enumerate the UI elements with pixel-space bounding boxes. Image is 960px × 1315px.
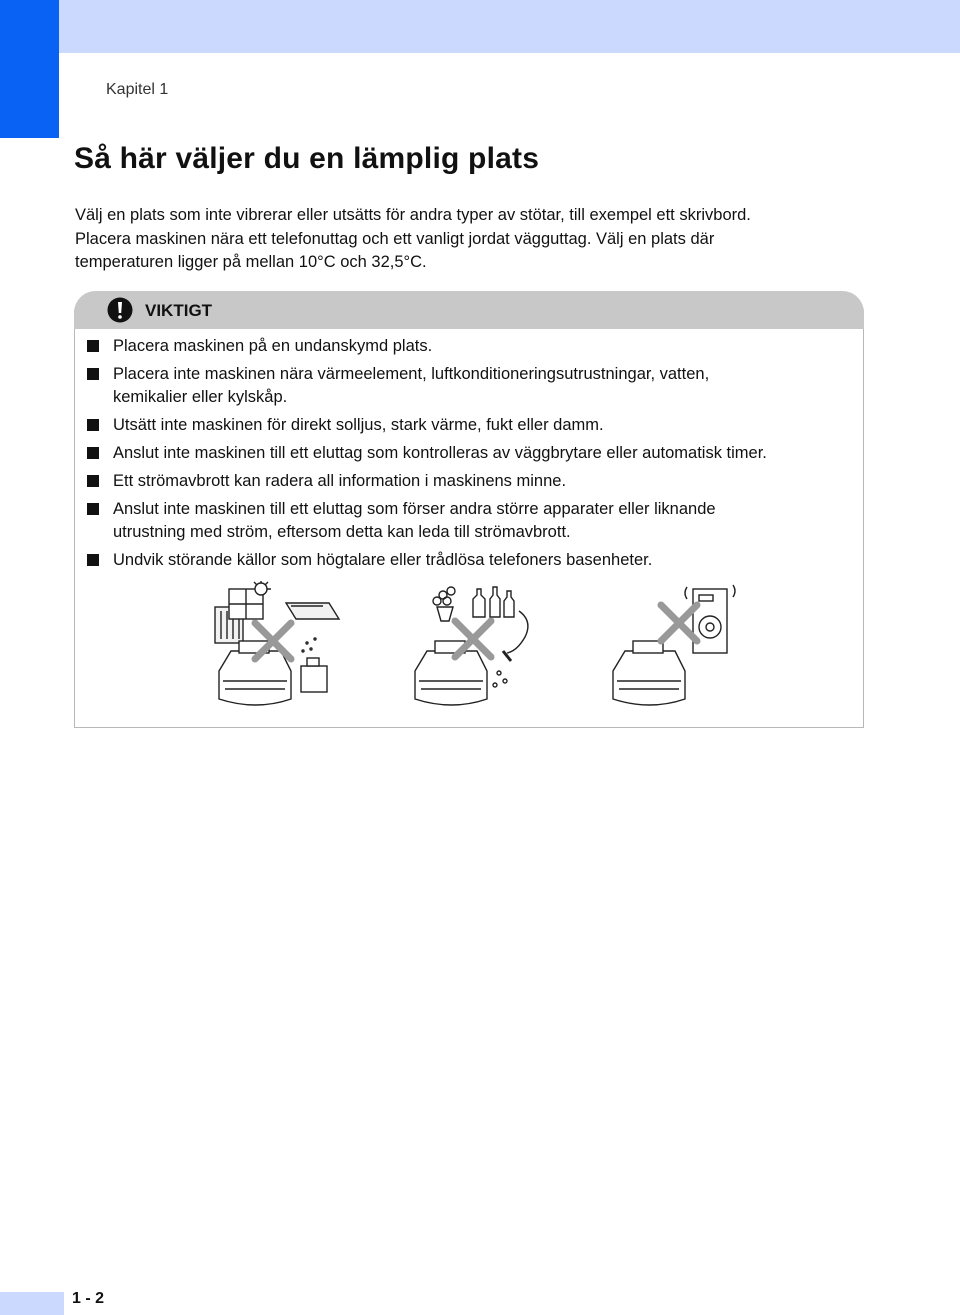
intro-paragraph [75, 204, 875, 275]
heat-sources-illustration [211, 581, 346, 721]
list-item: Anslut inte maskinen till ett eluttag som förser andra större apparater eller liknande utrustning med ström, eftersom detta kan leda till strömavbrott. [75, 498, 863, 544]
list-item: Placera maskinen på en undanskymd plats. [75, 335, 863, 358]
footer-band [0, 1292, 64, 1315]
square-bullet-icon [87, 554, 99, 566]
speaker-interference-illustration [605, 581, 740, 721]
square-bullet-icon [87, 475, 99, 487]
page-number: 1 - 2 [72, 1290, 105, 1307]
chapter-tab [0, 0, 59, 138]
important-title: VIKTIGT [145, 301, 213, 320]
intro-line: temperaturen ligger på mellan 10°C och 32,5°C. [75, 253, 427, 271]
intro-line: Välj en plats som inte vibrerar eller utsätts för andra typer av stötar, till exempel ett skrivbord. [75, 206, 751, 224]
square-bullet-icon [87, 419, 99, 431]
list-item: Anslut inte maskinen till ett eluttag som kontrolleras av väggbrytare eller automatisk timer. [75, 442, 863, 465]
square-bullet-icon [87, 503, 99, 515]
list-item: Ett strömavbrott kan radera all information i maskinens minne. [75, 470, 863, 493]
important-box [74, 291, 864, 728]
chapter-label: Kapitel 1 [106, 81, 169, 98]
important-list [75, 335, 863, 577]
square-bullet-icon [87, 368, 99, 380]
list-item: Placera inte maskinen nära värmeelement, luftkonditioneringsutrustningar, vatten, kemikalier eller kylskåp. [75, 363, 863, 409]
square-bullet-icon [87, 340, 99, 352]
list-item: Utsätt inte maskinen för direkt solljus, stark värme, fukt eller damm. [75, 414, 863, 437]
header-band [0, 0, 960, 53]
page-title: Så här väljer du en lämplig plats [74, 142, 540, 175]
important-header [74, 291, 864, 329]
square-bullet-icon [87, 447, 99, 459]
water-chemicals-illustration [407, 581, 542, 721]
exclamation-icon [107, 297, 133, 323]
list-item: Undvik störande källor som högtalare eller trådlösa telefoners basenheter. [75, 549, 863, 572]
intro-line: Placera maskinen nära ett telefonuttag och ett vanligt jordat vägguttag. Välj en plats där [75, 229, 715, 248]
